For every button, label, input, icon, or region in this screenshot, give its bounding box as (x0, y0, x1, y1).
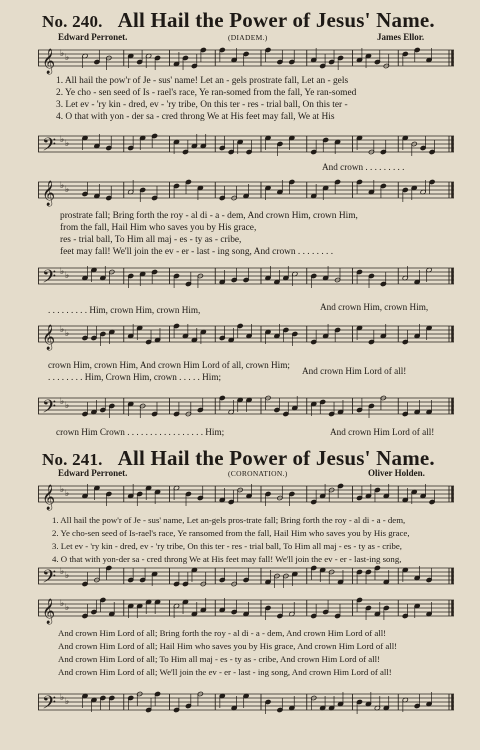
hymn-240-refrain-1-line-1: prostrate fall; Bring forth the roy - al di - a - dem, And crown Him, crown Him, (60, 211, 358, 221)
svg-text:♭: ♭ (60, 181, 65, 191)
hymn-241-verse-4: 4. O that with yon-der sa - cred throng We at His feet may fall! We'll join the ev - er - last-ing song, (52, 554, 402, 564)
svg-text:𝄢: 𝄢 (42, 567, 57, 592)
staff-240-2-bass (38, 262, 454, 292)
svg-text:♭: ♭ (60, 599, 65, 609)
svg-text:♭: ♭ (65, 571, 70, 581)
svg-text:𝄞: 𝄞 (42, 325, 56, 350)
hymn-240-author: Edward Perronet. (58, 32, 128, 42)
svg-text:♭: ♭ (65, 401, 70, 411)
staff-240-1-bass (38, 130, 454, 160)
hymn-241-number: No. 241. (42, 450, 103, 469)
hymn-240-refrain-4-left: crown Him Crown . . . . . . . . . . . . . . . . . Him; (56, 427, 225, 437)
staff-241-1-bass (38, 562, 454, 592)
hymn-240-verse-2: 2. Ye cho - sen seed of Is - rael's race, Ye ran-somed from the fall, Ye ran-somed (56, 88, 357, 98)
svg-text:♭: ♭ (65, 139, 70, 149)
hymn-240-refrain-4-right: And crown Him Lord of all! (330, 427, 435, 437)
hymn-241-verse-2: 2. Ye cho-sen seed of Is-rael's race, Ye ransomed from the fall, Hail Him who saves you by His grace, (52, 528, 410, 538)
hymn-240-refrain-2-lower: And crown Him, crown Him, (320, 302, 429, 312)
svg-text:𝄞: 𝄞 (42, 49, 56, 74)
svg-text:♭: ♭ (65, 489, 70, 499)
hymn-240-title: All Hail the Power of Jesus' Name. (117, 8, 435, 32)
svg-text:♭: ♭ (65, 185, 70, 195)
hymn-240-composer: James Ellor. (377, 32, 425, 42)
svg-text:𝄢: 𝄢 (42, 135, 57, 160)
hymn-241-refrain-1: And crown Him Lord of all; Bring forth the roy - al di - a - dem, And crown Him Lord of all! (58, 628, 387, 638)
svg-text:♭: ♭ (60, 135, 65, 145)
hymn-241-verse-3: 3. Let ev - 'ry kin - dred, ev - 'ry tribe, On this ter - res - trial ball, To Him all maj - es - ty as - cribe, (52, 541, 403, 551)
svg-text:𝄞: 𝄞 (42, 599, 56, 624)
hymn-240-verse-1: 1. All hail the pow'r of Je - sus' name! Let an - gels prostrate fall, Let an - gels (56, 76, 349, 86)
svg-text:♭: ♭ (65, 271, 70, 281)
hymn-240-refrain-1-line-4: feet may fall! We'll join the ev - er - last - ing song, And crown . . . . . . . . (60, 247, 334, 257)
hymn-240-heading (42, 8, 435, 33)
hymn-240-refrain-3-line-1: crown Him, crown Him, And crown Him Lord of all, crown Him; (48, 360, 290, 370)
staff-240-2-treble (38, 176, 454, 206)
svg-text:𝄞: 𝄞 (42, 181, 56, 206)
svg-text:𝄞: 𝄞 (42, 485, 56, 510)
svg-text:♭: ♭ (65, 603, 70, 613)
staff-240-3-treble (38, 320, 454, 350)
hymn-240-number: No. 240. (42, 12, 103, 31)
svg-text:♭: ♭ (60, 267, 65, 277)
hymn-240-refrain-3-line-2: . . . . . . . . Him, Crown Him, crown . . . . . Him; (48, 372, 222, 382)
staff-240-1-treble (38, 44, 454, 74)
hymn-240-bass-cue: And crown . . . . . . . . . (322, 162, 405, 172)
svg-text:♭: ♭ (60, 567, 65, 577)
hymn-241-author: Edward Perronet. (58, 468, 128, 478)
svg-text:♭: ♭ (60, 485, 65, 495)
hymn-241-tune: (CORONATION.) (228, 469, 288, 478)
svg-text:♭: ♭ (60, 397, 65, 407)
hymn-240-refrain-3-right: And crown Him Lord of all! (302, 366, 407, 376)
svg-text:♭: ♭ (60, 325, 65, 335)
hymn-240-verse-4: 4. O that with yon - der sa - cred throng We at His feet may fall, We at His (56, 112, 335, 122)
hymn-241-refrain-3: And crown Him Lord of all; To Him all maj - es - ty as - cribe, And crown Him Lord of all! (58, 654, 380, 664)
svg-text:𝄢: 𝄢 (42, 267, 57, 292)
hymn-240-refrain-1-line-3: res - trial ball, To Him all maj - es - ty as - cribe, (60, 235, 242, 245)
hymn-240-tune: (DIADEM.) (228, 33, 268, 42)
hymn-240-refrain-2-upper: . . . . . . . . . Him, crown Him, crown Him, (48, 305, 201, 315)
staff-241-2-treble (38, 594, 454, 624)
staff-240-3-bass (38, 392, 454, 422)
hymn-241-verse-1: 1. All hail the pow'r of Je - sus' name, Let an-gels pros-trate fall; Bring forth the roy - al di - a - dem, (52, 515, 406, 525)
hymn-241-title: All Hail the Power of Jesus' Name. (117, 446, 435, 470)
staff-241-1-treble (38, 480, 454, 510)
hymn-240-verse-3: 3. Let ev - 'ry kin - dred, ev - 'ry tribe, On this ter - res - trial ball, On this ter - (56, 100, 348, 110)
hymn-241-refrain-4: And crown Him Lord of all; We'll join the ev - er - last - ing song, And crown Him Lord of all! (58, 667, 392, 677)
svg-text:♭: ♭ (60, 49, 65, 59)
hymn-241-refrain-2: And crown Him Lord of all; Hail Him who saves you by His grace, And crown Him Lord of all! (58, 641, 398, 651)
hymn-240-refrain-1-line-2: from the fall, Hail Him who saves you by His grace, (60, 223, 257, 233)
svg-text:♭: ♭ (65, 53, 70, 63)
hymn-241-composer: Oliver Holden. (368, 468, 425, 478)
svg-text:𝄢: 𝄢 (42, 693, 57, 718)
staff-241-2-bass (38, 688, 454, 718)
svg-text:♭: ♭ (60, 693, 65, 703)
svg-text:♭: ♭ (65, 697, 70, 707)
svg-text:♭: ♭ (65, 329, 70, 339)
svg-text:𝄢: 𝄢 (42, 397, 57, 422)
